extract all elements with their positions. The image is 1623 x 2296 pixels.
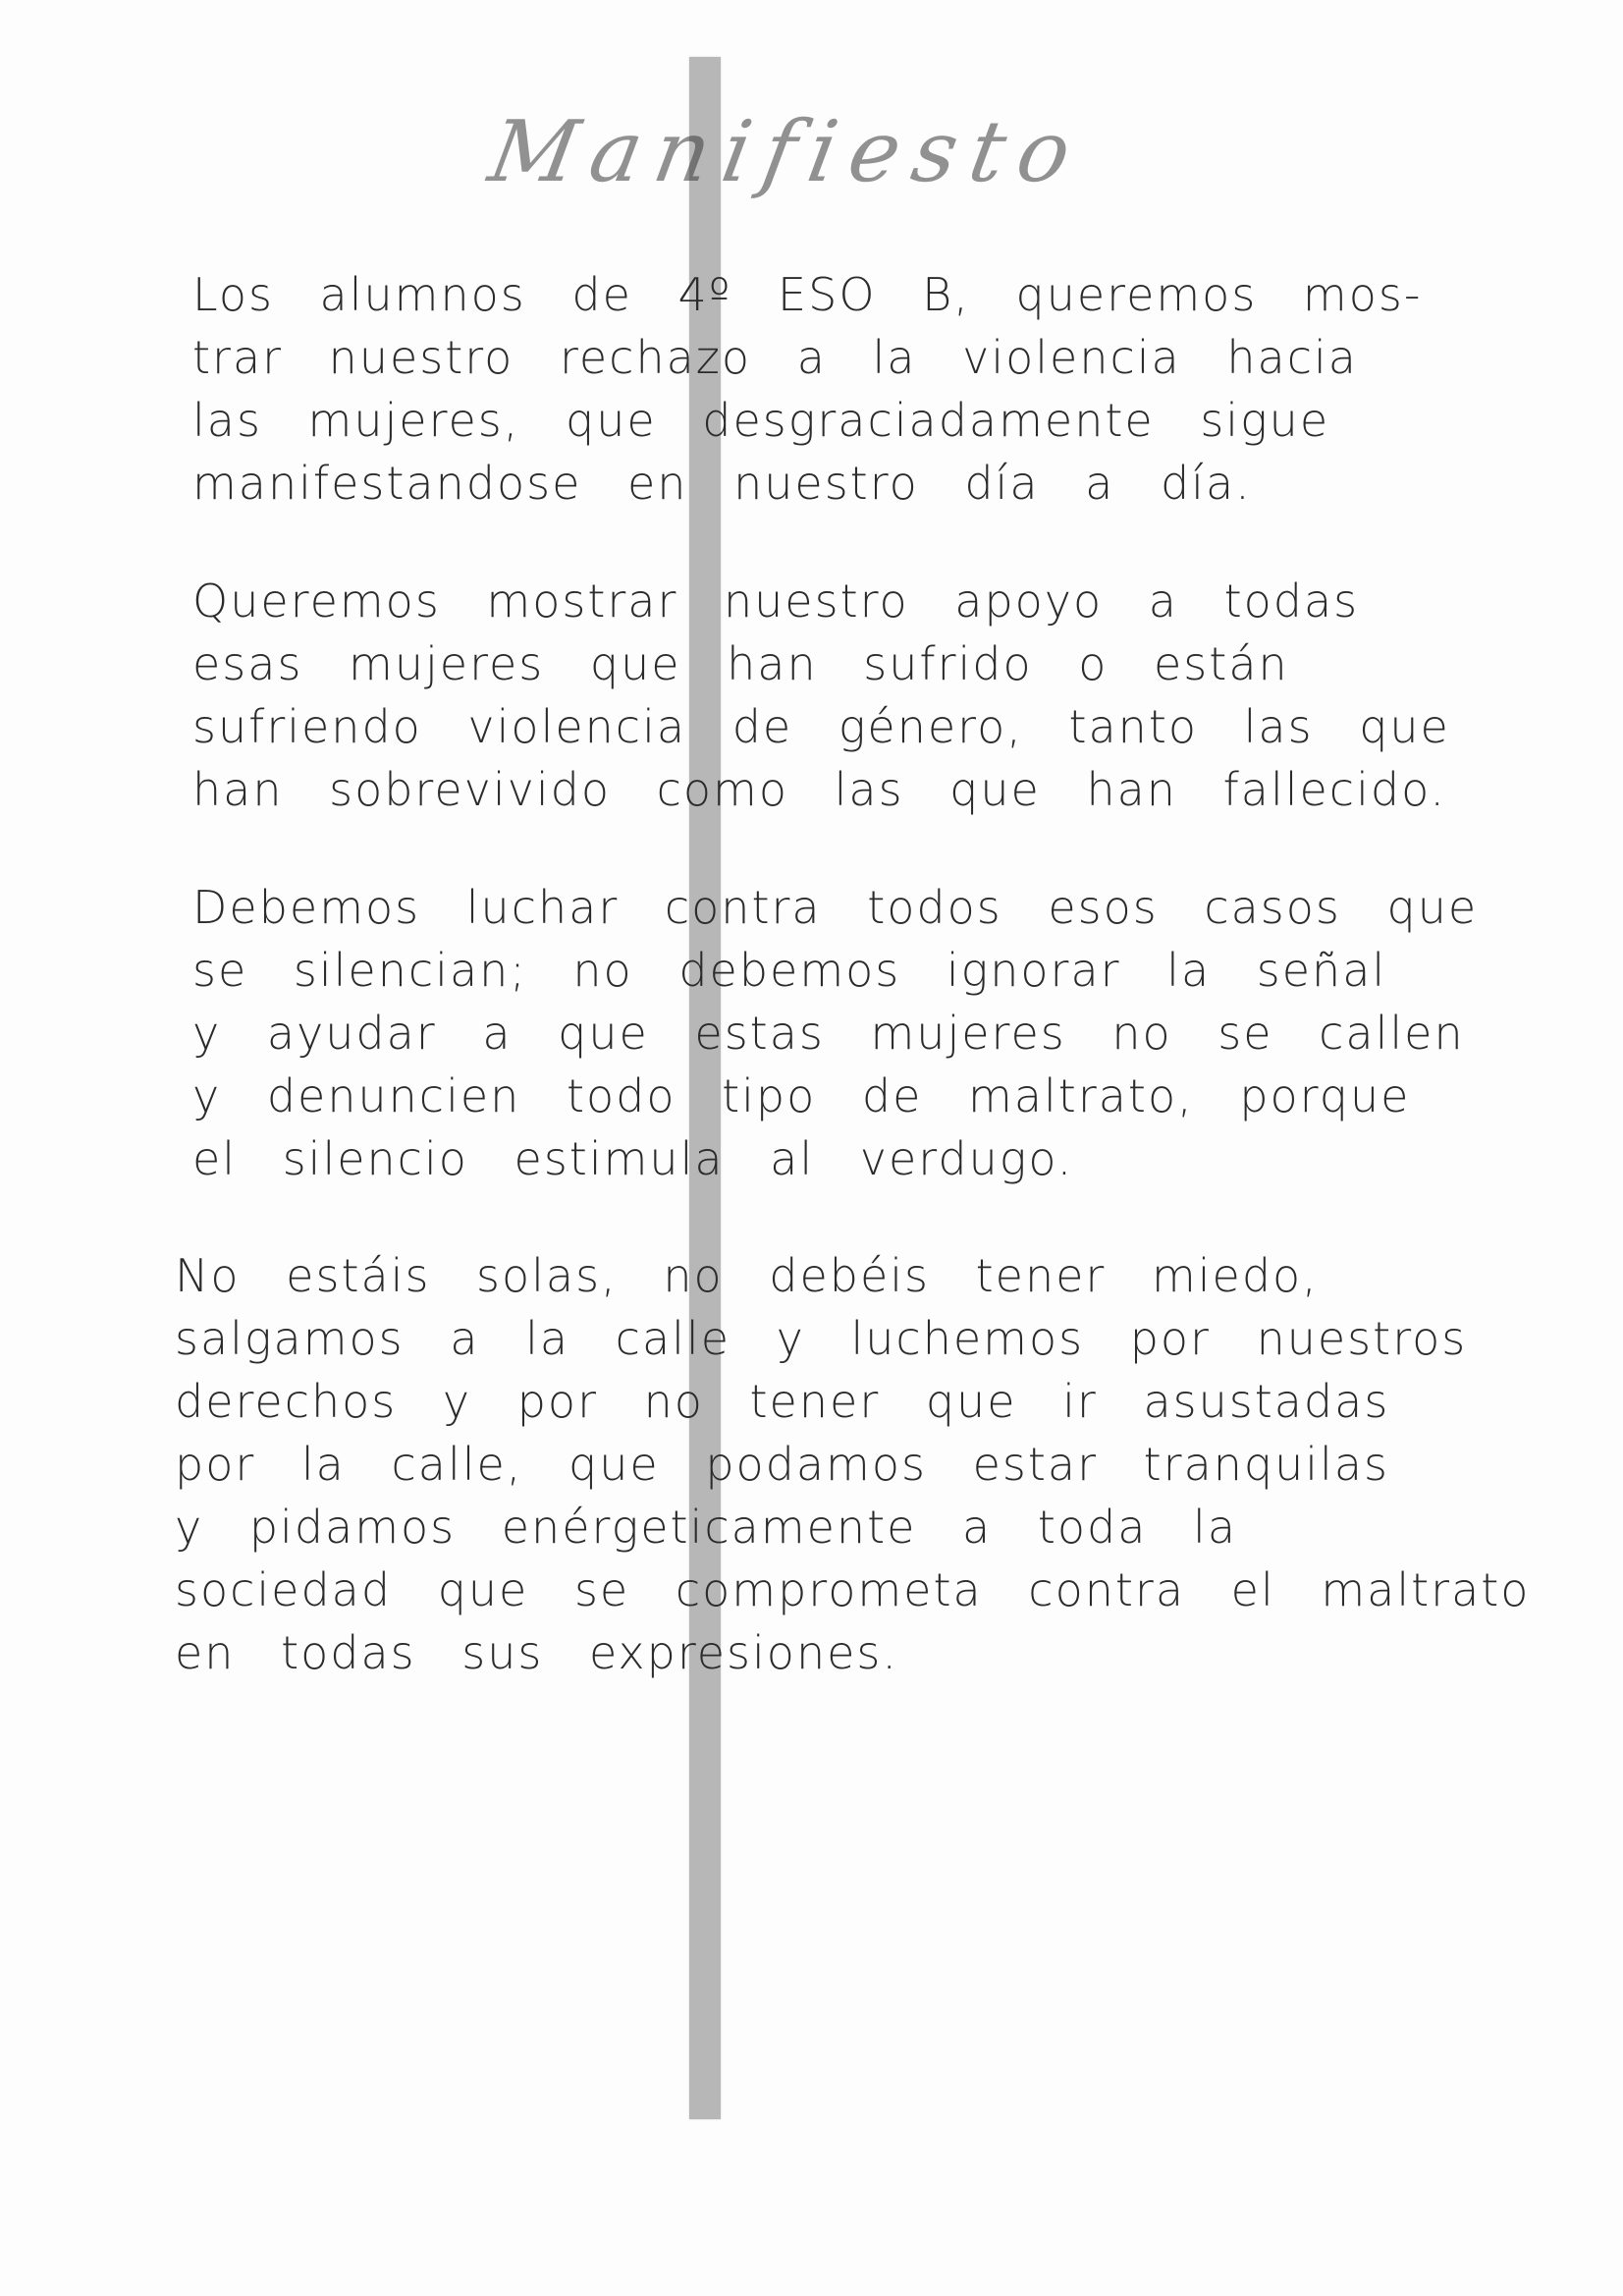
- text-line: y ayudar a que estas mujeres no se callen: [192, 1007, 1465, 1060]
- text-line: Debemos luchar contra todos esos casos que: [192, 881, 1479, 934]
- text-line: salgamos a la calle y luchemos por nuestros: [175, 1312, 1468, 1365]
- text-line: Queremos mostrar nuestro apoyo a todas: [192, 574, 1360, 628]
- text-line: han sobrevivido como las que han fallecido.: [192, 763, 1447, 816]
- paragraph-4: [175, 1244, 1531, 1684]
- text-line: y pidamos enérgeticamente a toda la: [175, 1501, 1238, 1554]
- text-line: y denuncien todo tipo de maltrato, porque: [192, 1069, 1411, 1122]
- text-line: esas mujeres que han sufrido o están: [192, 637, 1289, 690]
- paragraph-3: [192, 876, 1528, 1190]
- text-line: Los alumnos de 4º ESO B, queremos mos-: [192, 268, 1423, 321]
- text-line: las mujeres, que desgraciadamente sigue: [192, 394, 1330, 447]
- paragraph-2: [192, 570, 1528, 821]
- text-line: en todas sus expresiones.: [175, 1626, 898, 1679]
- text-line: trar nuestro rechazo a la violencia hacia: [192, 331, 1358, 384]
- text-line: el silencio estimula al verdugo.: [192, 1132, 1074, 1185]
- text-line: por la calle, que podamos estar tranquilas: [175, 1438, 1389, 1491]
- document-title: Manifiesto: [482, 103, 1092, 201]
- text-line: sufriendo violencia de género, tanto las que: [192, 700, 1450, 753]
- paragraph-1: [192, 263, 1528, 515]
- text-line: No estáis solas, no debéis tener miedo,: [175, 1249, 1319, 1302]
- text-line: manifestandose en nuestro día a día.: [192, 457, 1252, 510]
- text-line: sociedad que se comprometa contra el maltrato: [175, 1563, 1531, 1616]
- text-line: se silencian; no debemos ignorar la señal: [192, 944, 1387, 997]
- text-line: derechos y por no tener que ir asustadas: [175, 1375, 1390, 1428]
